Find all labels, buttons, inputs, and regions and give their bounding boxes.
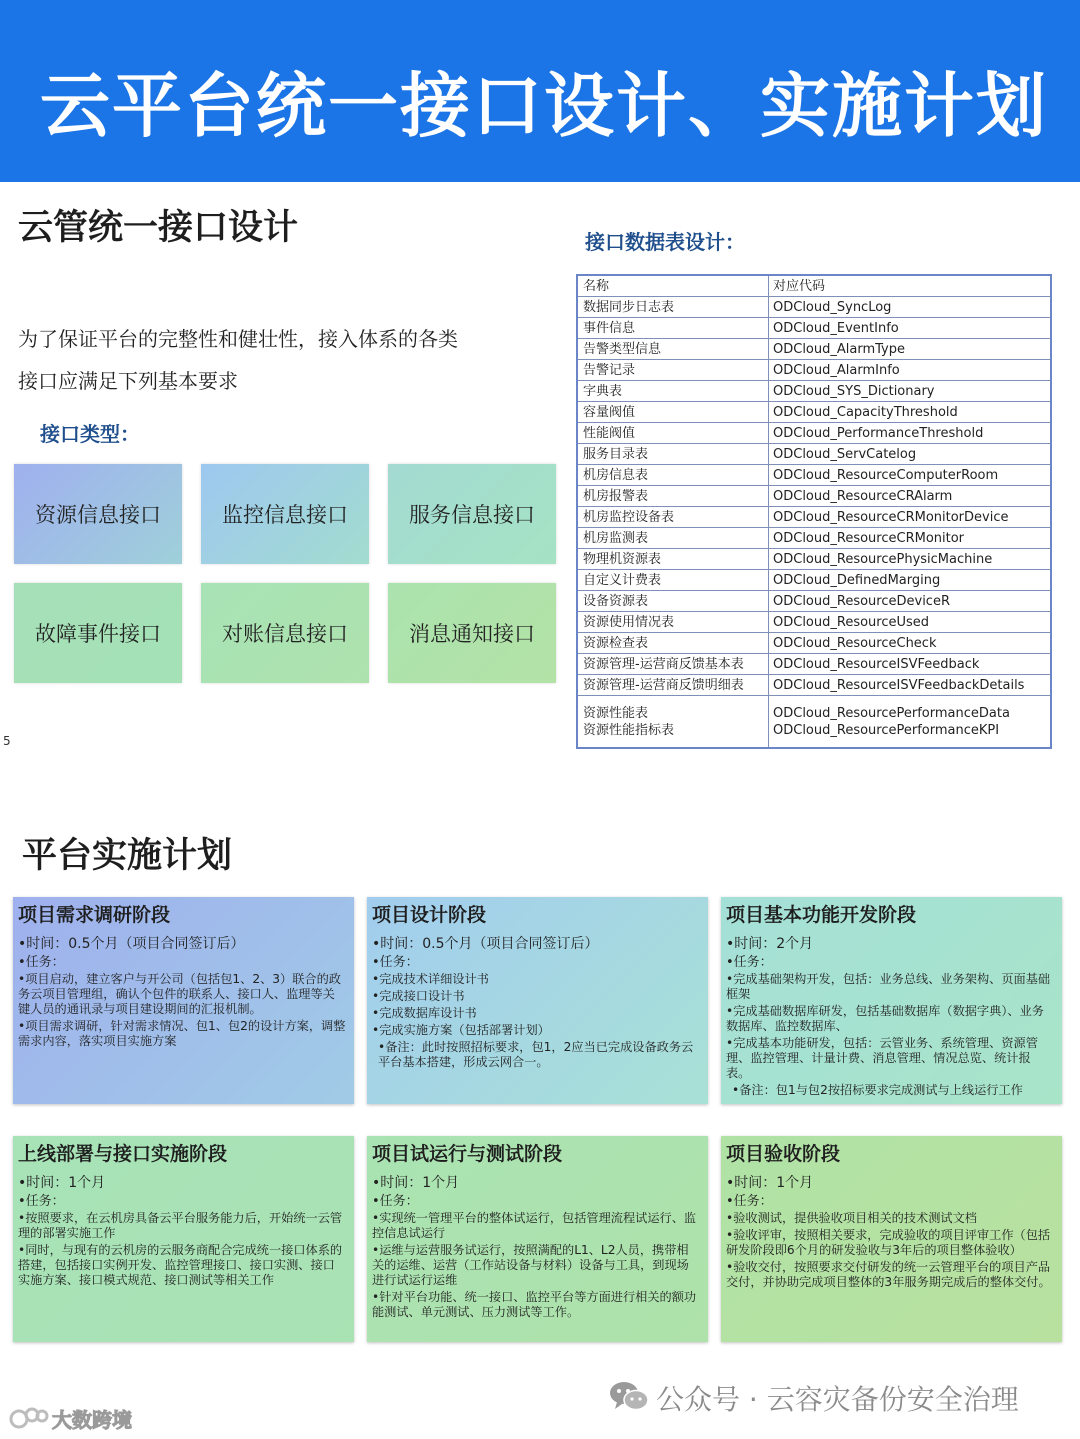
- phase-task-item: •针对平台功能、统一接口、监控平台等方面进行相关的额功能测试、单元测试、压力测试等工作。: [372, 1290, 697, 1319]
- table-cell-code: ODCloud_EventInfo: [773, 320, 899, 336]
- phase-time: •时间：2个月: [726, 936, 814, 952]
- table-cell-code: ODCloud_SYS_Dictionary: [773, 383, 935, 399]
- type-label: 消息通知接口: [409, 622, 535, 646]
- phase-title: 项目需求调研阶段: [18, 904, 171, 926]
- table-row: [578, 360, 1050, 381]
- interface-data-table: [576, 274, 1052, 749]
- phase-task-item: •按照要求，在云机房具备云平台服务能力后，开始统一云管理的部署实施工作: [18, 1211, 343, 1240]
- phase-task-item: •验收交付，按照要求交付研发的统一云管理平台的项目产品交付，并协助完成项目整体的3年服务期完成后的整体交付。: [726, 1260, 1051, 1289]
- phase-task-item: •完成接口设计书: [372, 989, 465, 1003]
- table-cell-name: 数据同步日志表: [578, 297, 769, 317]
- table-cell-name: 资源检查表: [578, 633, 769, 653]
- table-cell-code: ODCloud_CapacityThreshold: [773, 404, 958, 420]
- table-cell-code: ODCloud_ResourcePhysicMachine: [773, 551, 993, 567]
- phase-task-item: •完成实施方案（包括部署计划）: [372, 1023, 550, 1037]
- type-label: 资源信息接口: [35, 503, 161, 527]
- table-row: [578, 339, 1050, 360]
- phase-card: [721, 897, 1062, 1104]
- phase-task-item: •运维与运营服务试运行，按照满配的L1、L2人员，携带相关的运维、运营（工作站设备与材料）设备与工具，到现场进行试运行运维: [372, 1243, 689, 1287]
- table-cell-name: 自定义计费表: [578, 570, 769, 590]
- phase-task-item: •完成数据库设计书: [372, 1006, 477, 1020]
- phase-title: 项目设计阶段: [372, 904, 487, 926]
- table-cell-code: ODCloud_AlarmInfo: [773, 362, 900, 378]
- phase-task-item: •项目需求调研，针对需求情况、包1、包2的设计方案，调整需求内容，落实项目实施方案: [18, 1019, 346, 1048]
- page-title: 云平台统一接口设计、实施计划: [40, 65, 1048, 147]
- table-cell-name: 服务目录表: [578, 444, 769, 464]
- watermark-text: 大数跨境: [52, 1408, 132, 1432]
- table-cell-name: 性能阀值: [578, 423, 769, 443]
- table-row: [578, 549, 1050, 570]
- watermark-logo-icon: [8, 1404, 52, 1432]
- table-cell-code: ODCloud_ResourceUsed: [773, 614, 930, 630]
- table-cell-code: ODCloud_DefinedMarging: [773, 572, 941, 588]
- table-cell-code: ODCloud_ResourceCRMonitorDevice: [773, 509, 1009, 525]
- interface-type-grid: [14, 464, 556, 684]
- table-cell-code: ODCloud_ServCatelog: [773, 446, 917, 462]
- table-row: [578, 612, 1050, 633]
- table-cell-name: 告警记录: [578, 360, 769, 380]
- table-cell-name: 资源管理-运营商反馈明细表: [578, 675, 769, 695]
- table-cell-name: 资源使用情况表: [578, 612, 769, 632]
- table-row: [578, 465, 1050, 486]
- table-label: 接口数据表设计：: [585, 230, 745, 254]
- phase-task-label: •任务：: [18, 1194, 65, 1209]
- phase-title: 上线部署与接口实施阶段: [18, 1143, 228, 1165]
- table-row: [578, 402, 1050, 423]
- phase-task-item: •完成技术详细设计书: [372, 972, 489, 986]
- table-cell-code: ODCloud_ResourceISVFeedbackDetails: [773, 677, 1025, 693]
- phase-task-item: •实现统一管理平台的整体试运行，包括管理流程试运行、监控信息试运行: [372, 1211, 697, 1240]
- type-label: 对账信息接口: [222, 622, 348, 646]
- table-cell-code: ODCloud_ResourceCheck: [773, 635, 937, 651]
- implementation-title: 平台实施计划: [22, 836, 233, 876]
- cell-name-line: 资源性能表: [583, 705, 649, 721]
- phase-task-label: •任务：: [726, 955, 773, 970]
- type-box-fault: [14, 583, 182, 683]
- type-box-notify: [388, 583, 556, 683]
- phase-task-item: •完成基本功能研发，包括：云管业务、系统管理、资源管理、监控管理、计量计费、消息管理、情况总览、统计报表。: [726, 1036, 1038, 1080]
- cell-code-line: ODCloud_ResourcePerformanceKPI: [773, 722, 1000, 738]
- type-box-service: [388, 464, 556, 564]
- table-row: [578, 318, 1050, 339]
- table-cell-name: 机房监测表: [578, 528, 769, 548]
- page-number: 5: [3, 734, 11, 748]
- wechat-icon: [608, 1378, 650, 1414]
- phase-task-item: •完成基础架构开发，包括：业务总线、业务架构、页面基础框架: [726, 972, 1051, 1001]
- phase-task-label: •任务：: [18, 955, 65, 970]
- table-row: [578, 423, 1050, 444]
- phase-task-label: •任务：: [372, 955, 419, 970]
- phase-task-item: •同时，与现有的云机房的云服务商配合完成统一接口体系的搭建，包括接口实例开发、监控管理接口、接口实测、接口实施方案、接口模式规范、接口测试等相关工作: [18, 1243, 343, 1287]
- phase-task-item: •项目启动，建立客户与开公司（包括包1、2、3）联合的政务云项目管理组，确认个包件的联系人、接口人、监理等关键人员的通讯录与项目建设期间的汇报机制。: [18, 972, 341, 1016]
- cell-name-line: 资源性能指标表: [583, 722, 675, 738]
- intro-text: [18, 318, 558, 402]
- footer-account-name: 公众号 · 云容灾备份安全治理: [656, 1383, 1019, 1416]
- table-cell-code: ODCloud_PerformanceThreshold: [773, 425, 984, 441]
- type-box-monitor: [201, 464, 369, 564]
- table-cell-name: 容量阀值: [578, 402, 769, 422]
- phase-card: [13, 1136, 354, 1342]
- type-label: 监控信息接口: [222, 503, 348, 527]
- table-row: [578, 591, 1050, 612]
- table-cell-name: [578, 696, 769, 747]
- table-row: [578, 696, 1050, 747]
- table-cell-name: 机房信息表: [578, 465, 769, 485]
- phase-title: 项目试运行与测试阶段: [372, 1143, 563, 1165]
- table-cell-name: 字典表: [578, 381, 769, 401]
- type-label: 故障事件接口: [35, 622, 161, 646]
- phase-title: 项目验收阶段: [726, 1143, 841, 1165]
- phase-time: •时间：1个月: [18, 1175, 106, 1191]
- table-cell-name: 资源管理-运营商反馈基本表: [578, 654, 769, 674]
- phase-card: [367, 1136, 708, 1342]
- header-name: 名称: [578, 276, 769, 296]
- phase-task-item: •备注：包1与包2按招标要求完成测试与上线运行工作: [732, 1083, 1023, 1097]
- phase-card: [367, 897, 708, 1104]
- phase-title: 项目基本功能开发阶段: [726, 904, 917, 926]
- interface-design-title: 云管统一接口设计: [18, 208, 299, 248]
- intro-line-2: 接口应满足下列基本要求: [18, 369, 238, 393]
- table-cell-code: ODCloud_AlarmType: [773, 341, 905, 357]
- table-row: [578, 486, 1050, 507]
- table-cell-code: ODCloud_ResourceDeviceR: [773, 593, 950, 609]
- table-row: [578, 654, 1050, 675]
- phase-card: [721, 1136, 1062, 1342]
- table-cell-code: ODCloud_SyncLog: [773, 299, 892, 315]
- phase-task-label: •任务：: [372, 1194, 419, 1209]
- table-cell-name: 告警类型信息: [578, 339, 769, 359]
- table-row: [578, 528, 1050, 549]
- phase-task-item: •验收评审，按照相关要求，完成验收的项目评审工作（包括研发阶段即6个月的研发验收与3年后的项目整体验收）: [726, 1228, 1051, 1257]
- table-cell-code: ODCloud_ResourceCRAlarm: [773, 488, 953, 504]
- phase-task-label: •任务：: [726, 1194, 773, 1209]
- table-cell-code: ODCloud_ResourceComputerRoom: [773, 467, 999, 483]
- phase-time: •时间：1个月: [726, 1175, 814, 1191]
- table-row: [578, 507, 1050, 528]
- table-cell-name: 事件信息: [578, 318, 769, 338]
- table-cell-code: ODCloud_ResourceISVFeedback: [773, 656, 980, 672]
- table-cell-code: [769, 696, 1050, 747]
- intro-line-1: 为了保证平台的完整性和健壮性，接入体系的各类: [18, 327, 458, 351]
- phase-time: •时间：1个月: [372, 1175, 460, 1191]
- cell-code-line: ODCloud_ResourcePerformanceData: [773, 705, 1010, 721]
- table-row: [578, 444, 1050, 465]
- table-cell-code: ODCloud_ResourceCRMonitor: [773, 530, 965, 546]
- phase-time: •时间：0.5个月（项目合同签订后）: [18, 936, 245, 952]
- type-box-resource: [14, 464, 182, 564]
- phase-task-item: •备注：此时按照招标要求，包1，2应当已完成设备政务云平台基本搭建，形成云网合一。: [378, 1040, 694, 1069]
- table-row: [578, 297, 1050, 318]
- table-row: [578, 570, 1050, 591]
- phase-task-item: •验收测试，提供验收项目相关的技术测试文档: [726, 1211, 977, 1225]
- phase-card: [13, 897, 354, 1104]
- table-cell-name: 机房报警表: [578, 486, 769, 506]
- phase-time: •时间：0.5个月（项目合同签订后）: [372, 936, 599, 952]
- phase-task-item: •完成基础数据库研发，包括基础数据库（数据字典）、业务数据库、监控数据库、: [726, 1004, 1044, 1033]
- title-banner: [0, 0, 1080, 182]
- type-box-billing: [201, 583, 369, 683]
- interface-types-label: 接口类型：: [40, 422, 140, 446]
- table-cell-name: 设备资源表: [578, 591, 769, 611]
- type-label: 服务信息接口: [409, 503, 535, 527]
- table-row: [578, 381, 1050, 402]
- table-cell-name: 物理机资源表: [578, 549, 769, 569]
- table-cell-name: 机房监控设备表: [578, 507, 769, 527]
- table-header-row: [578, 276, 1050, 297]
- table-row: [578, 675, 1050, 696]
- table-row: [578, 633, 1050, 654]
- header-code: 对应代码: [773, 278, 826, 294]
